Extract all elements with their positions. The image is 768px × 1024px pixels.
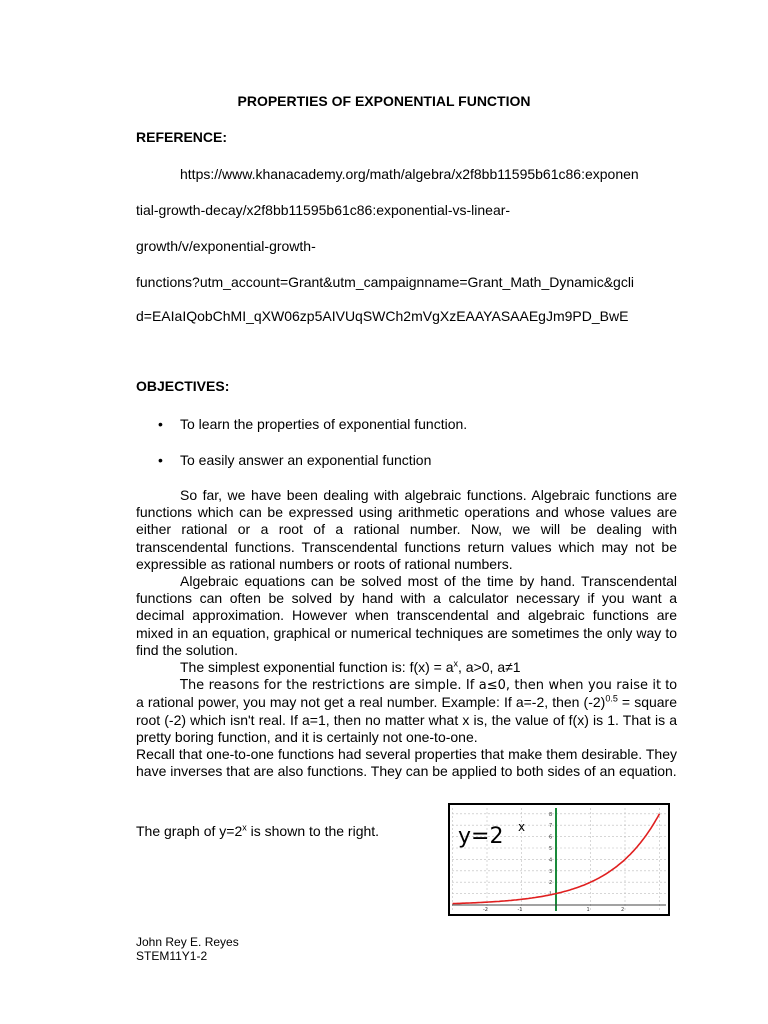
- y-tick-label: 4: [549, 857, 553, 864]
- reference-url-line-2[interactable]: tial-growth-decay/x2f8bb11595b61c86:exponential-vs-linear-: [136, 202, 511, 218]
- reference-url-line-1[interactable]: https://www.khanacademy.org/math/algebra/x2f8bb11595b61c86:exponen: [180, 166, 639, 182]
- document-title: PROPERTIES OF EXPONENTIAL FUNCTION: [237, 93, 531, 109]
- y-tick-label: 6: [549, 834, 553, 841]
- body-text: [136, 487, 677, 780]
- graph-canvas: [450, 805, 668, 914]
- reference-heading: REFERENCE:: [136, 129, 228, 145]
- objective-item-1: To learn the properties of exponential function.: [180, 416, 468, 432]
- paragraph-restrictions: The reasons for the restrictions are simple. If a≤0, then when you raise it to a rational power, you may not get a real number. Example: If a=-2, then $(-2)^{0.5}$ = square root (-2) which isn't real. If a=1, then no matter what x is, the value of f(x) is 1. That is a pretty boring function, and it is certainly not one-to-one.: [136, 676, 678, 745]
- graph-label: y=2: [458, 824, 504, 849]
- x-tick-label: -1: [517, 907, 523, 913]
- graph-ticks: [483, 812, 624, 913]
- y-tick-label: 8: [549, 811, 553, 818]
- graph-caption: The graph of $y=2^x$ is shown to the right.: [136, 822, 380, 839]
- exponential-graph: [448, 803, 670, 916]
- reference-url-line-3[interactable]: growth/v/exponential-growth-: [136, 238, 316, 254]
- y-tick-label: 5: [549, 846, 553, 852]
- x-tick-label: 1: [586, 907, 590, 913]
- class-section: STEM11Y1-2: [136, 949, 208, 963]
- author-name: John Rey E. Reyes: [136, 935, 239, 949]
- x-tick-label: 2: [621, 907, 625, 913]
- objective-item-2: To easily answer an exponential function: [180, 452, 432, 468]
- paragraph-simplest-exponential: The simplest exponential function is: $f(x) = a^x$, a>0, a≠1: [180, 658, 521, 676]
- y-tick-label: 1: [549, 891, 553, 898]
- y-tick-label: 3: [549, 868, 553, 875]
- paragraph-one-to-one: Recall that one-to-one functions had several properties that make them desirable. They have inverses that are also functions. They can be applied to both sides of an equation.: [136, 746, 677, 780]
- y-tick-label: 2: [549, 880, 553, 887]
- bullet-marker: •: [158, 452, 163, 468]
- x-tick-label: -2: [483, 907, 488, 913]
- objectives-heading: OBJECTIVES:: [136, 378, 230, 394]
- paragraph-algebraic-functions: So far, we have been dealing with algebraic functions. Algebraic functions are functions which can be expressed using arithmetic operations and whose values are either rational or a root of a rational number. Now, we will be dealing with transcendental functions. Transcendental functions return values which may not be expressible as rational numbers or roots of rational numbers.: [136, 487, 677, 572]
- reference-url-line-4[interactable]: functions?utm_account=Grant&utm_campaignname=Grant_Math_Dynamic&gcli: [136, 274, 635, 290]
- y-tick-label: 7: [549, 823, 553, 830]
- graph-label-exponent: x: [518, 820, 526, 834]
- paragraph-algebraic-equations: Algebraic equations can be solved most of the time by hand. Transcendental functions can often be solved by hand with a calculator necessary if you want a decimal approximation. However when transcendental and algebraic functions are mixed in an equation, graphical or numerical techniques are sometimes the only way to find the solution.: [136, 573, 677, 658]
- reference-url-line-5[interactable]: d=EAIaIQobChMI_qXW06zp5AIVUqSWCh2mVgXzEAAYASAAEgJm9PD_BwE: [136, 308, 629, 324]
- bullet-marker: •: [158, 416, 163, 432]
